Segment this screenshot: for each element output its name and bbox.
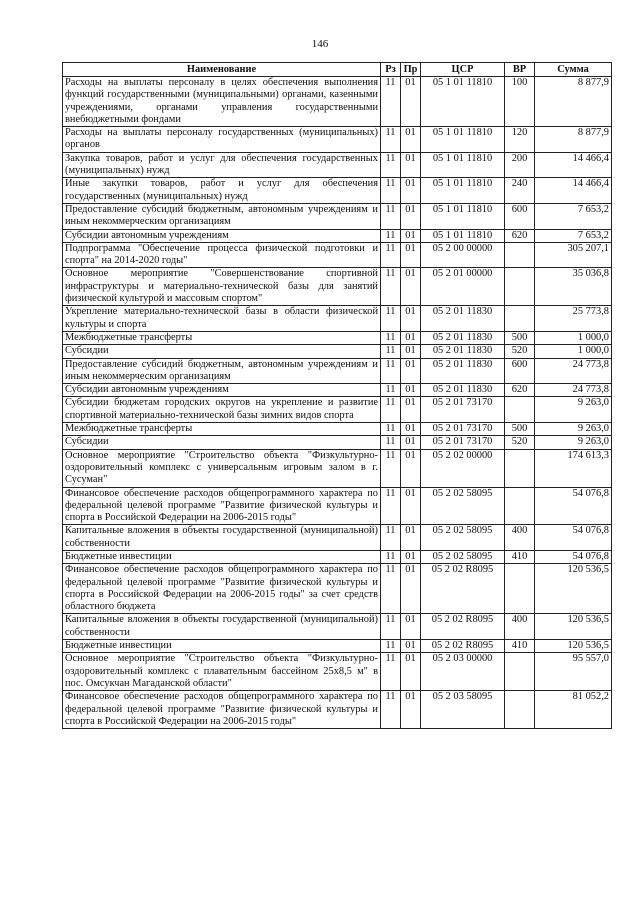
- cell-sum: 1 000,0: [535, 331, 612, 344]
- cell-sum: 54 076,8: [535, 525, 612, 551]
- cell-vr: [505, 268, 535, 306]
- table-row: [63, 268, 612, 306]
- cell-sum: 54 076,8: [535, 487, 612, 525]
- cell-csr: 05 2 02 R8095: [421, 564, 505, 614]
- cell-rz: 11: [381, 345, 401, 358]
- cell-sum: 24 773,8: [535, 358, 612, 384]
- table-row: [63, 306, 612, 332]
- table-row: [63, 152, 612, 178]
- table-row: [63, 564, 612, 614]
- cell-vr: [505, 242, 535, 268]
- cell-pr: 01: [401, 449, 421, 487]
- table-body: [63, 77, 612, 729]
- table-row: [63, 229, 612, 242]
- table-row: [63, 77, 612, 127]
- table-row: [63, 127, 612, 153]
- cell-vr: 100: [505, 77, 535, 127]
- cell-pr: 01: [401, 397, 421, 423]
- cell-name: Основное мероприятие "Строительство объекта "Физкультурно-оздоровительный комплекс с плавательным бассейном 25х8,5 м" в пос. Омсукчан Магаданской области": [63, 653, 381, 691]
- cell-pr: 01: [401, 423, 421, 436]
- table-row: [63, 550, 612, 563]
- cell-rz: 11: [381, 564, 401, 614]
- cell-name: Финансовое обеспечение расходов общепрограммного характера по федеральной целевой программе "Развитие физической культуры и спорта в Российской Федерации на 2006-2015 годы" за счет средств областного бюджета: [63, 564, 381, 614]
- cell-vr: [505, 449, 535, 487]
- cell-name: Капитальные вложения в объекты государственной (муниципальной) собственности: [63, 525, 381, 551]
- cell-vr: 410: [505, 550, 535, 563]
- cell-sum: 24 773,8: [535, 384, 612, 397]
- cell-name: Бюджетные инвестиции: [63, 640, 381, 653]
- cell-pr: 01: [401, 229, 421, 242]
- cell-name: Бюджетные инвестиции: [63, 550, 381, 563]
- cell-csr: 05 2 02 R8095: [421, 640, 505, 653]
- cell-sum: 305 207,1: [535, 242, 612, 268]
- cell-csr: 05 1 01 11810: [421, 77, 505, 127]
- cell-vr: [505, 653, 535, 691]
- cell-rz: 11: [381, 127, 401, 153]
- cell-csr: 05 1 01 11810: [421, 203, 505, 229]
- table-row: [63, 436, 612, 449]
- cell-rz: 11: [381, 397, 401, 423]
- cell-sum: 25 773,8: [535, 306, 612, 332]
- cell-vr: [505, 487, 535, 525]
- table-row: [63, 487, 612, 525]
- cell-csr: 05 2 01 11830: [421, 384, 505, 397]
- cell-rz: 11: [381, 487, 401, 525]
- cell-rz: 11: [381, 77, 401, 127]
- cell-name: Межбюджетные трансферты: [63, 423, 381, 436]
- cell-name: Предоставление субсидий бюджетным, автономным учреждениям и иным некоммерческим организациям: [63, 358, 381, 384]
- cell-sum: 1 000,0: [535, 345, 612, 358]
- cell-sum: 8 877,9: [535, 77, 612, 127]
- cell-csr: 05 2 00 00000: [421, 242, 505, 268]
- cell-csr: 05 2 02 58095: [421, 487, 505, 525]
- cell-pr: 01: [401, 564, 421, 614]
- cell-name: Предоставление субсидий бюджетным, автономным учреждениям и иным некоммерческим организациям: [63, 203, 381, 229]
- cell-rz: 11: [381, 268, 401, 306]
- cell-pr: 01: [401, 178, 421, 204]
- cell-name: Основное мероприятие "Совершенствование спортивной инфраструктуры и материально-технической базы для занятий физической культурой и массовым спортом": [63, 268, 381, 306]
- cell-csr: 05 1 01 11810: [421, 178, 505, 204]
- cell-sum: 14 466,4: [535, 152, 612, 178]
- column-header-vr: ВР: [505, 63, 535, 77]
- cell-rz: 11: [381, 423, 401, 436]
- cell-pr: 01: [401, 691, 421, 729]
- cell-name: Иные закупки товаров, работ и услуг для обеспечения государственных (муниципальных) нужд: [63, 178, 381, 204]
- cell-vr: [505, 306, 535, 332]
- cell-vr: 120: [505, 127, 535, 153]
- cell-rz: 11: [381, 614, 401, 640]
- cell-rz: 11: [381, 242, 401, 268]
- cell-name: Укрепление материально-технической базы в области физической культуры и спорта: [63, 306, 381, 332]
- table-row: [63, 449, 612, 487]
- cell-vr: 520: [505, 436, 535, 449]
- budget-table: [62, 62, 612, 729]
- cell-sum: 9 263,0: [535, 397, 612, 423]
- cell-sum: 174 613,3: [535, 449, 612, 487]
- cell-vr: 240: [505, 178, 535, 204]
- cell-csr: 05 2 02 00000: [421, 449, 505, 487]
- cell-name: Межбюджетные трансферты: [63, 331, 381, 344]
- cell-pr: 01: [401, 384, 421, 397]
- column-header-rz: Рз: [381, 63, 401, 77]
- cell-sum: 8 877,9: [535, 127, 612, 153]
- cell-vr: 500: [505, 423, 535, 436]
- table-row: [63, 691, 612, 729]
- cell-rz: 11: [381, 384, 401, 397]
- cell-rz: 11: [381, 203, 401, 229]
- cell-vr: 600: [505, 358, 535, 384]
- cell-rz: 11: [381, 152, 401, 178]
- cell-pr: 01: [401, 345, 421, 358]
- cell-csr: 05 2 02 58095: [421, 550, 505, 563]
- column-header-csr: ЦСР: [421, 63, 505, 77]
- table-row: [63, 242, 612, 268]
- table-row: [63, 397, 612, 423]
- table-row: [63, 203, 612, 229]
- cell-rz: 11: [381, 653, 401, 691]
- cell-rz: 11: [381, 691, 401, 729]
- cell-csr: 05 2 01 73170: [421, 397, 505, 423]
- cell-vr: 500: [505, 331, 535, 344]
- cell-vr: 620: [505, 384, 535, 397]
- cell-name: Основное мероприятие "Строительство объекта "Физкультурно-оздоровительный комплекс с универсальным игровым залом в г. Сусуман": [63, 449, 381, 487]
- page-number: 146: [311, 38, 329, 50]
- column-header-name: Наименование: [63, 63, 381, 77]
- cell-sum: 9 263,0: [535, 436, 612, 449]
- table-row: [63, 614, 612, 640]
- cell-sum: 120 536,5: [535, 564, 612, 614]
- cell-pr: 01: [401, 203, 421, 229]
- cell-pr: 01: [401, 640, 421, 653]
- cell-vr: [505, 397, 535, 423]
- cell-csr: 05 2 01 00000: [421, 268, 505, 306]
- cell-name: Финансовое обеспечение расходов общепрограммного характера по федеральной целевой программе "Развитие физической культуры и спорта в Российской Федерации на 2006-2015 годы": [63, 487, 381, 525]
- cell-name: Капитальные вложения в объекты государственной (муниципальной) собственности: [63, 614, 381, 640]
- table-row: [63, 525, 612, 551]
- cell-name: Субсидии: [63, 345, 381, 358]
- cell-sum: 35 036,8: [535, 268, 612, 306]
- cell-name: Субсидии автономным учреждениям: [63, 229, 381, 242]
- cell-name: Подпрограмма "Обеспечение процесса физической подготовки и спорта" на 2014-2020 годы": [63, 242, 381, 268]
- cell-csr: 05 2 02 R8095: [421, 614, 505, 640]
- cell-csr: 05 2 01 73170: [421, 436, 505, 449]
- cell-csr: 05 1 01 11810: [421, 152, 505, 178]
- cell-vr: 200: [505, 152, 535, 178]
- cell-sum: 7 653,2: [535, 229, 612, 242]
- cell-csr: 05 2 01 73170: [421, 423, 505, 436]
- cell-name: Расходы на выплаты персоналу в целях обеспечения выполнения функций государственными (муниципальными) органами, казенными учреждениями, органами управления государственными внебюджетными фондами: [63, 77, 381, 127]
- cell-sum: 120 536,5: [535, 614, 612, 640]
- column-header-sum: Сумма: [535, 63, 612, 77]
- cell-name: Финансовое обеспечение расходов общепрограммного характера по федеральной целевой программе "Развитие физической культуры и спорта в Российской Федерации на 2006-2015 годы": [63, 691, 381, 729]
- cell-rz: 11: [381, 358, 401, 384]
- table-row: [63, 178, 612, 204]
- cell-pr: 01: [401, 331, 421, 344]
- cell-pr: 01: [401, 152, 421, 178]
- cell-sum: 9 263,0: [535, 423, 612, 436]
- cell-vr: 520: [505, 345, 535, 358]
- cell-vr: [505, 691, 535, 729]
- cell-sum: 120 536,5: [535, 640, 612, 653]
- cell-vr: 620: [505, 229, 535, 242]
- table-row: [63, 331, 612, 344]
- table-row: [63, 640, 612, 653]
- cell-rz: 11: [381, 640, 401, 653]
- table-row: [63, 423, 612, 436]
- cell-pr: 01: [401, 306, 421, 332]
- cell-csr: 05 2 01 11830: [421, 345, 505, 358]
- cell-csr: 05 2 01 11830: [421, 331, 505, 344]
- cell-rz: 11: [381, 525, 401, 551]
- cell-vr: 400: [505, 525, 535, 551]
- cell-name: Субсидии бюджетам городских округов на укрепление и развитие спортивной материально-технической базы зимних видов спорта: [63, 397, 381, 423]
- cell-pr: 01: [401, 550, 421, 563]
- cell-vr: 400: [505, 614, 535, 640]
- cell-pr: 01: [401, 242, 421, 268]
- table-row: [63, 653, 612, 691]
- cell-pr: 01: [401, 653, 421, 691]
- cell-name: Субсидии автономным учреждениям: [63, 384, 381, 397]
- cell-rz: 11: [381, 436, 401, 449]
- cell-sum: 54 076,8: [535, 550, 612, 563]
- cell-sum: 81 052,2: [535, 691, 612, 729]
- cell-csr: 05 1 01 11810: [421, 127, 505, 153]
- cell-csr: 05 2 01 11830: [421, 358, 505, 384]
- cell-csr: 05 1 01 11810: [421, 229, 505, 242]
- cell-pr: 01: [401, 127, 421, 153]
- cell-rz: 11: [381, 306, 401, 332]
- cell-rz: 11: [381, 229, 401, 242]
- table-row: [63, 358, 612, 384]
- cell-pr: 01: [401, 436, 421, 449]
- cell-pr: 01: [401, 77, 421, 127]
- cell-sum: 7 653,2: [535, 203, 612, 229]
- cell-pr: 01: [401, 268, 421, 306]
- cell-name: Расходы на выплаты персоналу государственных (муниципальных) органов: [63, 127, 381, 153]
- cell-csr: 05 2 03 00000: [421, 653, 505, 691]
- table-row: [63, 345, 612, 358]
- cell-pr: 01: [401, 487, 421, 525]
- column-header-pr: Пр: [401, 63, 421, 77]
- cell-pr: 01: [401, 358, 421, 384]
- cell-vr: 600: [505, 203, 535, 229]
- table-header-row: [63, 63, 612, 77]
- cell-vr: [505, 564, 535, 614]
- cell-csr: 05 2 01 11830: [421, 306, 505, 332]
- cell-rz: 11: [381, 550, 401, 563]
- cell-csr: 05 2 03 58095: [421, 691, 505, 729]
- cell-csr: 05 2 02 58095: [421, 525, 505, 551]
- cell-vr: 410: [505, 640, 535, 653]
- cell-pr: 01: [401, 614, 421, 640]
- cell-pr: 01: [401, 525, 421, 551]
- cell-rz: 11: [381, 331, 401, 344]
- cell-sum: 14 466,4: [535, 178, 612, 204]
- cell-sum: 95 557,0: [535, 653, 612, 691]
- cell-name: Закупка товаров, работ и услуг для обеспечения государственных (муниципальных) нужд: [63, 152, 381, 178]
- table-row: [63, 384, 612, 397]
- cell-rz: 11: [381, 449, 401, 487]
- cell-rz: 11: [381, 178, 401, 204]
- cell-name: Субсидии: [63, 436, 381, 449]
